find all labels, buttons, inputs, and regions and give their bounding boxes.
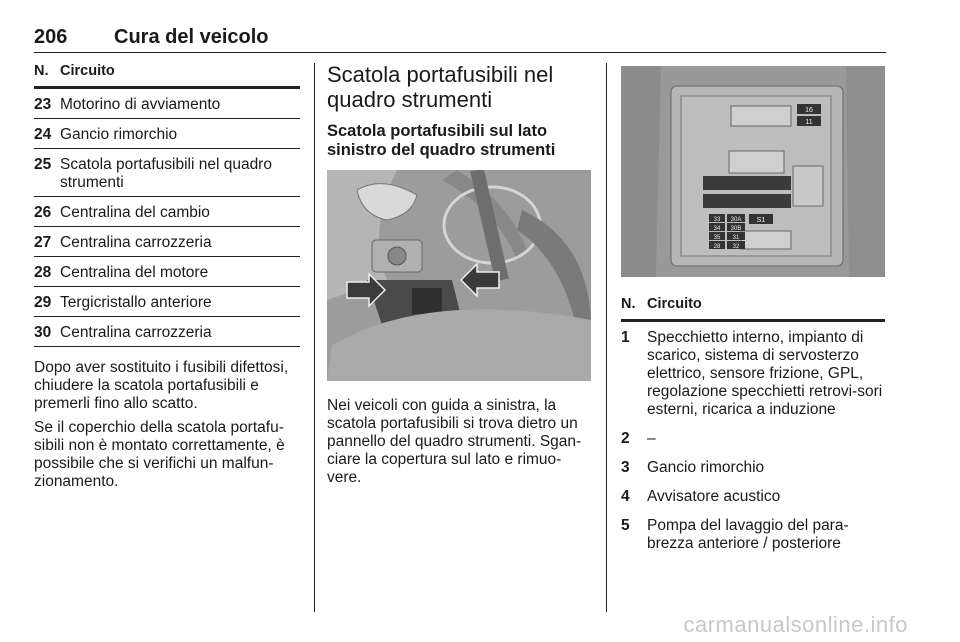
paragraph: Dopo aver sostituito i fusibili difettosi, chiudere la scatola portafusibili e premerli fino allo scatto. — [34, 359, 289, 412]
right-column — [621, 62, 885, 557]
watermark: carmanualsonline.info — [683, 612, 908, 637]
fuse-label: 32 — [732, 244, 740, 250]
row-circuit: Centralina carrozzeria — [60, 324, 212, 341]
table-header — [34, 62, 300, 89]
column-divider — [606, 63, 607, 612]
row-number: 26 — [34, 204, 52, 221]
row-number: 5 — [621, 517, 630, 534]
table-row — [34, 119, 300, 149]
fuse-label: 33 — [713, 217, 721, 223]
fuse-label: 31 — [732, 235, 740, 241]
row-circuit: Avvisatore acustico — [647, 488, 781, 505]
row-number: 28 — [34, 264, 52, 281]
table-header-circuit: Circuito — [60, 63, 115, 79]
row-circuit: Motorino di avviamento — [60, 96, 221, 113]
paragraph: Nei veicoli con guida a sinistra, la scatola portafusibili si trova dietro un pannello del quadro strumenti. Sgan-ciare la copertura sul lato e rimuo-vere. — [327, 397, 582, 486]
row-number: 25 — [34, 156, 52, 173]
row-number: 2 — [621, 430, 630, 447]
table-row — [34, 197, 300, 227]
middle-column — [327, 62, 591, 493]
dashboard-illustration — [327, 170, 591, 381]
row-circuit: Specchietto interno, impianto di scarico, sistema di servosterzo elettrico, sensore frizione, GPL, regolazione specchietti retrovi-sori esterni, ricarica a induzione — [647, 329, 883, 418]
fuse-label: 30A — [730, 217, 742, 223]
row-number: 23 — [34, 96, 52, 113]
row-number: 24 — [34, 126, 52, 143]
row-number: 30 — [34, 324, 52, 341]
table-header-n: N. — [621, 296, 636, 312]
fuse-label: 35 — [713, 235, 721, 241]
table-header-n: N. — [34, 63, 49, 79]
row-number: 4 — [621, 488, 630, 505]
page-header — [34, 20, 886, 53]
row-circuit: Gancio rimorchio — [60, 126, 178, 143]
table-row — [621, 510, 885, 557]
table-header — [621, 295, 885, 322]
table-row — [34, 149, 300, 197]
row-number: 1 — [621, 329, 630, 346]
row-circuit: Centralina carrozzeria — [60, 234, 212, 251]
table-row — [621, 481, 885, 510]
row-circuit: Scatola portafusibili nel quadro strumenti — [60, 156, 272, 191]
column-divider — [314, 63, 315, 612]
table-row — [34, 257, 300, 287]
table-row — [34, 287, 300, 317]
fuse-label: 30B — [730, 226, 742, 232]
fuse-table — [621, 322, 885, 557]
table-row — [621, 322, 885, 423]
table-row — [34, 89, 300, 119]
left-column — [34, 62, 300, 497]
row-circuit: Centralina del motore — [60, 264, 209, 281]
fuse-label: 28 — [713, 244, 721, 250]
fuse-label: 16 — [805, 107, 813, 114]
fuse-box-illustration — [621, 66, 885, 277]
row-number: 3 — [621, 459, 630, 476]
row-circuit: Tergicristallo anteriore — [60, 294, 212, 311]
chapter-title: Cura del veicolo — [114, 26, 269, 48]
fuse-label: S1 — [756, 217, 766, 224]
row-circuit: Gancio rimorchio — [647, 459, 765, 476]
row-circuit: Centralina del cambio — [60, 204, 210, 221]
section-subtitle: Scatola portafusibili sul lato sinistro del quadro strumenti — [327, 122, 556, 159]
row-number: 27 — [34, 234, 52, 251]
fuse-label: 34 — [713, 226, 721, 232]
row-circuit: Pompa del lavaggio del para-brezza anteriore / posteriore — [647, 517, 849, 552]
table-row — [34, 227, 300, 257]
table-row — [34, 317, 300, 347]
section-title: Scatola portafusibili nel quadro strumenti — [327, 62, 554, 112]
fuse-label: 11 — [805, 119, 813, 126]
table-row — [621, 423, 885, 452]
table-row — [621, 452, 885, 481]
row-circuit: – — [647, 430, 656, 447]
fuse-table — [34, 89, 300, 347]
table-header-circuit: Circuito — [647, 296, 702, 312]
paragraph: Se il coperchio della scatola portafu-sibili non è montato correttamente, è possibile che si verifichi un malfun-zionamento. — [34, 419, 285, 490]
row-number: 29 — [34, 294, 52, 311]
page-number: 206 — [34, 26, 68, 48]
